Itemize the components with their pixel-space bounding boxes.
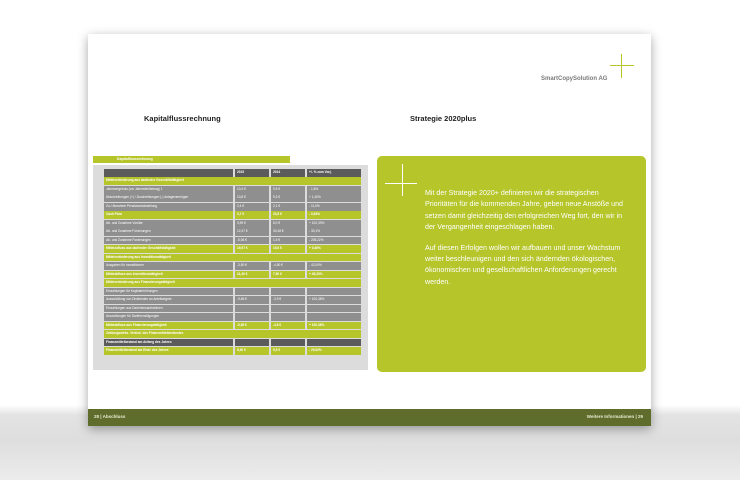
- table-cell: 1,5 €: [271, 237, 305, 245]
- table-row: [104, 271, 361, 279]
- table-cell: Mittelzufluss aus laufender Geschäftstätigkeit: [104, 245, 233, 253]
- header-cell: 2014: [271, 169, 305, 177]
- table-cell: [235, 339, 269, 347]
- table-cell: 7,90 €: [271, 271, 305, 279]
- strategy-panel: [377, 156, 646, 372]
- cashflow-table: [104, 169, 361, 356]
- table-cell: Mittelabfluss aus Investitionstätigkeit: [104, 271, 233, 279]
- table-cell: -9,65 €: [235, 322, 269, 330]
- table-cell: Zu-/ Abnahme Pensionsrückstellung: [104, 203, 233, 211]
- table-cell: Jahresergebnis (vor Jahresfehlbetrag) 1: [104, 186, 233, 194]
- table-cell: + 100,33%: [307, 220, 361, 228]
- strategy-text: [425, 188, 631, 297]
- table-cell: Mittelabfluss aus Finanzierungstätigkeit: [104, 322, 233, 330]
- table-cell: - 30,1%: [307, 228, 361, 236]
- table-cell: Einzahlungen aus Darlehensaufnahmen: [104, 305, 233, 313]
- table-cell: Finanzmittelbestand am Ende des Jahres: [104, 347, 233, 355]
- footer-bar: [88, 409, 651, 426]
- table-cell: Mittelveränderung aus Investitionstätigkeit: [104, 254, 361, 262]
- table-cell: -4,50 €: [271, 262, 305, 270]
- header-cell: 2015: [235, 169, 269, 177]
- page-title-right: Strategie 2020plus: [410, 114, 477, 123]
- page-title-left: Kapitalflussrechnung: [144, 114, 221, 123]
- table-cell: + 1,40%: [307, 194, 361, 202]
- table-cell: 12,47 €: [235, 228, 269, 236]
- table-caption: Kapitalflussrechnung: [93, 156, 290, 163]
- table-panel: [93, 165, 368, 370]
- table-row: [104, 313, 361, 321]
- table-row: [104, 177, 361, 185]
- plus-icon: [385, 164, 417, 196]
- paragraph: Mit der Strategie 2020+ definieren wir die strategischen Prioritäten für die kommenden Jahre, geben neue Anstöße und setzen damit gleichzeitig den erfolgreichen Weg fort, den wir in der Vergangenheit eingeschlagen haben.: [425, 189, 623, 232]
- table-row: [104, 220, 361, 228]
- table-cell: 9,5 €: [271, 347, 305, 355]
- table-row: [104, 194, 361, 202]
- table-cell: Einzahlungen für Kapitalerhöhungen: [104, 288, 233, 296]
- table-row: [104, 279, 361, 287]
- table-cell: -5,06 €: [235, 237, 269, 245]
- table-cell: Zahlungswirks. Veränd. des Finanzmittelbestandes: [104, 330, 361, 338]
- table-cell: + 100,38%: [307, 296, 361, 304]
- brochure-spread: [88, 34, 651, 426]
- table-row: [104, 228, 361, 236]
- table-cell: [307, 313, 361, 321]
- brand-name: SmartCopySolution AG: [541, 76, 608, 82]
- table-cell: - 205,22%: [307, 237, 361, 245]
- table-cell: 9,5 €: [271, 186, 305, 194]
- table-cell: [271, 305, 305, 313]
- table-cell: 30,48 €: [271, 228, 305, 236]
- table-cell: Auszahlungen für Darlehenstilgungen: [104, 313, 233, 321]
- table-cell: [307, 339, 361, 347]
- table-cell: Ab- und Zunahme Forderungen: [104, 228, 233, 236]
- footer-left: 28 | Abschluss: [94, 414, 126, 419]
- table-row: [104, 339, 361, 347]
- table-row: [104, 237, 361, 245]
- table-cell: [271, 288, 305, 296]
- table-cell: Abschreibungen (+) / Zuschreibungen (-) Anlagevermögen: [104, 194, 233, 202]
- table-cell: Ab- und Zunahme Vorräte: [104, 220, 233, 228]
- table-cell: 8,0 €: [271, 220, 305, 228]
- table-cell: - 0,54%: [307, 211, 361, 219]
- table-header-row: [104, 169, 361, 177]
- table-cell: + 0,46%: [307, 245, 361, 253]
- plus-icon: [610, 54, 634, 78]
- table-cell: Cash Flow: [104, 211, 233, 219]
- footer-right: Weitere Informationen | 29: [586, 414, 643, 419]
- table-row: [104, 305, 361, 313]
- table-cell: Mittelveränderung aus Finanzierungstätigkeit: [104, 279, 361, 287]
- table-row: [104, 322, 361, 330]
- table-cell: 15,6 €: [271, 245, 305, 253]
- table-cell: [271, 313, 305, 321]
- table-row: [104, 254, 361, 262]
- table-cell: - 42,00%: [307, 262, 361, 270]
- table-row: [104, 347, 361, 355]
- table-cell: Mittelveränderung aus laufender Geschäftstätigkeit: [104, 177, 361, 185]
- table-cell: [307, 288, 361, 296]
- table-cell: 2,4 €: [235, 203, 269, 211]
- table-cell: 24,5 €: [271, 211, 305, 219]
- table-cell: [235, 305, 269, 313]
- table-row: [104, 211, 361, 219]
- table-cell: -4,8 €: [271, 322, 305, 330]
- table-row: [104, 186, 361, 194]
- table-cell: -3,50 €: [235, 262, 269, 270]
- table-cell: [271, 339, 305, 347]
- table-cell: 19,97 €: [235, 245, 269, 253]
- table-cell: + 45,33%: [307, 271, 361, 279]
- table-row: [104, 245, 361, 253]
- table-cell: - 29,52%: [307, 347, 361, 355]
- paragraph: Auf diesen Erfolgen wollen wir aufbauen und unser Wachstum weiter beschleunigen und den sich ändernden ökologischen, ökonomischen und gesellschaftlichen Anforderungen gerecht werden.: [425, 243, 621, 286]
- table-cell: [235, 288, 269, 296]
- table-cell: 9,3 €: [271, 194, 305, 202]
- table-cell: 2,1 €: [271, 203, 305, 211]
- table-cell: [235, 313, 269, 321]
- table-cell: 8,30 €: [235, 347, 269, 355]
- table-row: [104, 262, 361, 270]
- table-cell: 10,4 €: [235, 186, 269, 194]
- table-row: [104, 296, 361, 304]
- header-cell: [104, 169, 233, 177]
- table-row: [104, 288, 361, 296]
- table-cell: 3,99 €: [235, 220, 269, 228]
- table-cell: - 11,0%: [307, 203, 361, 211]
- table-cell: Ausschüttung von Dividenden an Anteilseigner: [104, 296, 233, 304]
- table-cell: Finanzmittelbestand am Anfang des Jahres: [104, 339, 233, 347]
- header-cell: +/- % zum Vorj.: [307, 169, 361, 177]
- table-cell: 3,7 €: [235, 211, 269, 219]
- table-cell: [307, 305, 361, 313]
- table-cell: 10,8 €: [235, 194, 269, 202]
- table-row: [104, 330, 361, 338]
- table-cell: -3,9 €: [271, 296, 305, 304]
- table-cell: Ab- und Zunahme Forderungen: [104, 237, 233, 245]
- table-row: [104, 203, 361, 211]
- table-cell: 11,40 €: [235, 271, 269, 279]
- table-cell: -9,65 €: [235, 296, 269, 304]
- table-cell: Ausgaben für Investitionen: [104, 262, 233, 270]
- table-cell: - 1,8%: [307, 186, 361, 194]
- table-cell: + 100,38%: [307, 322, 361, 330]
